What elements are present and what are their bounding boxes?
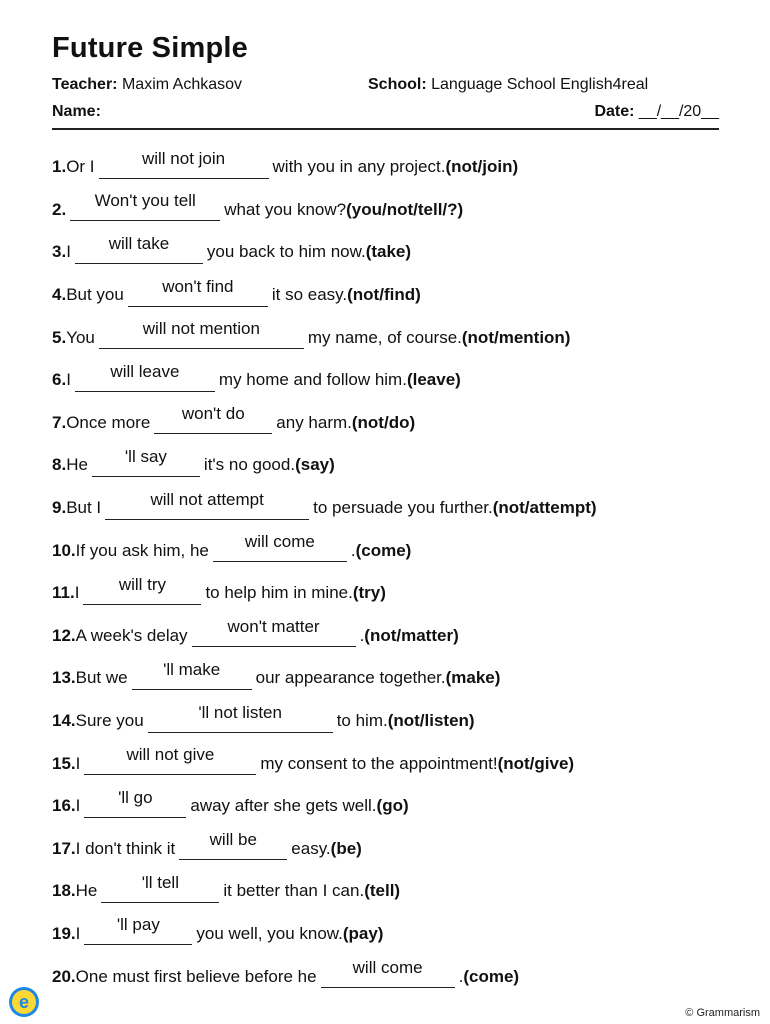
item-number: 9. [52,498,67,518]
teacher-name: Maxim Achkasov [121,76,243,93]
answer-text: 'll go [118,787,153,807]
sentence-end: my home and follow him. [218,370,407,390]
sentence-end: you well, you know. [196,923,343,943]
answer-blank[interactable] [154,404,272,434]
exercise-list [52,146,742,998]
answer-blank[interactable] [101,872,219,903]
verb-hint: (pay) [342,923,384,943]
answer-blank[interactable] [148,702,333,733]
answer-blank[interactable] [105,489,309,520]
exercise-item [52,572,742,615]
verb-hint: (not/give) [497,753,575,773]
verb-hint: (not/join) [445,157,519,177]
sentence-end: you back to him now. [206,242,366,262]
name-label: Name: [52,103,101,120]
answer-text: will come [244,532,315,552]
sentence-start: Or I [66,157,95,177]
verb-hint: (go) [376,796,409,816]
answer-text: 'll tell [141,872,179,892]
sentence-start: If you ask him, he [75,540,209,560]
item-number: 13. [52,668,76,688]
exercise-item [52,828,742,871]
sentence-start: I [75,923,81,943]
answer-blank[interactable] [321,958,455,988]
date-line [594,103,719,121]
exercise-item [52,359,742,402]
exercise-item [52,189,742,232]
verb-hint: (not/attempt) [492,498,597,518]
sentence-end: it better than I can. [223,881,365,901]
sentence-start: He [66,455,88,475]
exercise-item [52,529,742,572]
sentence-start: One must first believe before he [75,966,317,986]
item-number: 11. [52,583,75,603]
answer-text: 'll say [124,446,167,466]
teacher-label: Teacher: [52,76,118,93]
item-number: 7. [52,412,67,432]
verb-hint: (make) [445,668,501,688]
answer-blank[interactable] [192,617,356,647]
answer-text: 'll make [163,659,221,679]
sentence-end: my consent to the appointment! [260,753,498,773]
sentence-end: to help him in mine. [205,583,353,603]
answer-blank[interactable] [83,574,201,605]
verb-hint: (say) [295,455,335,475]
answer-text: will take [108,233,170,253]
exercise-item [52,487,742,530]
sentence-end: our appearance together. [255,668,446,688]
sentence-end: to him. [336,711,388,731]
sentence-start: I [66,242,71,262]
exercise-item [52,742,742,785]
verb-hint: (not/listen) [387,711,475,731]
item-number: 10. [52,540,76,560]
answer-text: will not join [141,148,226,168]
item-number: 12. [52,625,76,645]
answer-blank[interactable] [213,532,347,562]
school-label: School: [368,76,427,93]
sentence-start: I don't think it [75,838,176,858]
answer-text: Won't you tell [94,191,196,211]
answer-blank[interactable] [70,191,220,221]
answer-blank[interactable] [75,233,203,264]
verb-hint: (not/mention) [461,327,571,347]
sentence-start: I [66,370,71,390]
answer-text: won't do [181,404,245,424]
verb-hint: (you/not/tell/?) [346,199,464,219]
item-number: 17. [52,838,76,858]
item-number: 18. [52,881,76,901]
item-number: 3. [52,242,67,262]
sentence-start: I [75,796,81,816]
exercise-item [52,785,742,828]
exercise-item [52,700,742,743]
item-number: 5. [52,327,67,347]
answer-blank[interactable] [132,659,252,690]
sentence-start: But you [66,285,124,305]
item-number: 20. [52,966,76,986]
item-number: 15. [52,753,76,773]
exercise-item [52,231,742,274]
answer-blank[interactable] [179,830,287,860]
verb-hint: (tell) [364,881,401,901]
verb-hint: (try) [352,583,386,603]
sentence-end: what you know? [224,199,347,219]
item-number: 16. [52,796,76,816]
exercise-item [52,402,742,445]
name-line [52,103,101,121]
verb-hint: (come) [355,540,412,560]
answer-text: won't find [162,276,234,296]
answer-text: will come [352,958,423,978]
answer-blank[interactable] [84,915,192,945]
verb-hint: (be) [330,838,362,858]
page-title: Future Simple [52,32,248,64]
item-number: 14. [52,711,76,731]
school-name: Language School English4real [431,76,649,93]
sentence-end: away after she gets well. [190,796,377,816]
answer-text: will not attempt [150,489,264,509]
date-value: __/__/20__ [638,103,719,120]
answer-text: won't matter [227,617,320,637]
answer-text: 'll pay [116,915,160,935]
sentence-end: with you in any project. [272,157,446,177]
verb-hint: (not/do) [351,412,416,432]
date-label: Date: [594,103,635,120]
item-number: 4. [52,285,67,305]
answer-blank[interactable] [128,276,268,307]
svg-text:e: e [18,992,30,1012]
grammarism-e-logo-icon [8,986,40,1018]
answer-text: will be [209,830,257,850]
exercise-item [52,316,742,359]
sentence-end: . [350,540,356,560]
sentence-start: I [75,753,81,773]
sentence-start: But we [75,668,128,688]
item-number: 19. [52,923,76,943]
sentence-start: But I [66,498,102,518]
exercise-item [52,657,742,700]
sentence-start: He [75,881,98,901]
sentence-start: Sure you [75,711,144,731]
teacher-line [52,76,242,94]
answer-blank[interactable] [84,745,256,775]
answer-text: will not give [126,745,215,765]
sentence-end: . [458,966,464,986]
exercise-item [52,274,742,317]
verb-hint: (come) [463,966,520,986]
answer-blank[interactable] [99,148,269,179]
sentence-start: Once more [66,412,151,432]
copyright-notice: © Grammarism [685,1007,760,1019]
sentence-end: any harm. [276,412,352,432]
item-number: 1. [52,157,67,177]
sentence-start: I [74,583,80,603]
school-line [368,76,648,94]
verb-hint: (not/matter) [364,625,459,645]
exercise-item [52,615,742,658]
item-number: 8. [52,455,67,475]
sentence-end: it so easy. [271,285,348,305]
sentence-end: easy. [291,838,331,858]
verb-hint: (leave) [406,370,461,390]
sentence-end: my name, of course. [307,327,462,347]
verb-hint: (take) [365,242,412,262]
answer-blank[interactable] [99,319,304,349]
answer-blank[interactable] [92,446,200,477]
answer-text: will leave [110,361,180,381]
answer-text: will not mention [142,319,260,339]
exercise-item [52,870,742,913]
answer-text: will try [118,574,167,594]
answer-blank[interactable] [84,787,186,818]
exercise-item [52,444,742,487]
verb-hint: (not/find) [347,285,421,305]
exercise-item [52,955,742,998]
sentence-end: to persuade you further. [313,498,493,518]
exercise-item [52,146,742,189]
sentence-start: A week's delay [75,625,188,645]
sentence-end: it's no good. [203,455,296,475]
item-number: 2. [52,199,67,219]
header-divider [52,128,719,130]
sentence-start: You [66,327,95,347]
item-number: 6. [52,370,67,390]
answer-blank[interactable] [75,361,215,392]
sentence-end: . [359,625,365,645]
exercise-item [52,913,742,956]
answer-text: 'll not listen [198,702,282,722]
